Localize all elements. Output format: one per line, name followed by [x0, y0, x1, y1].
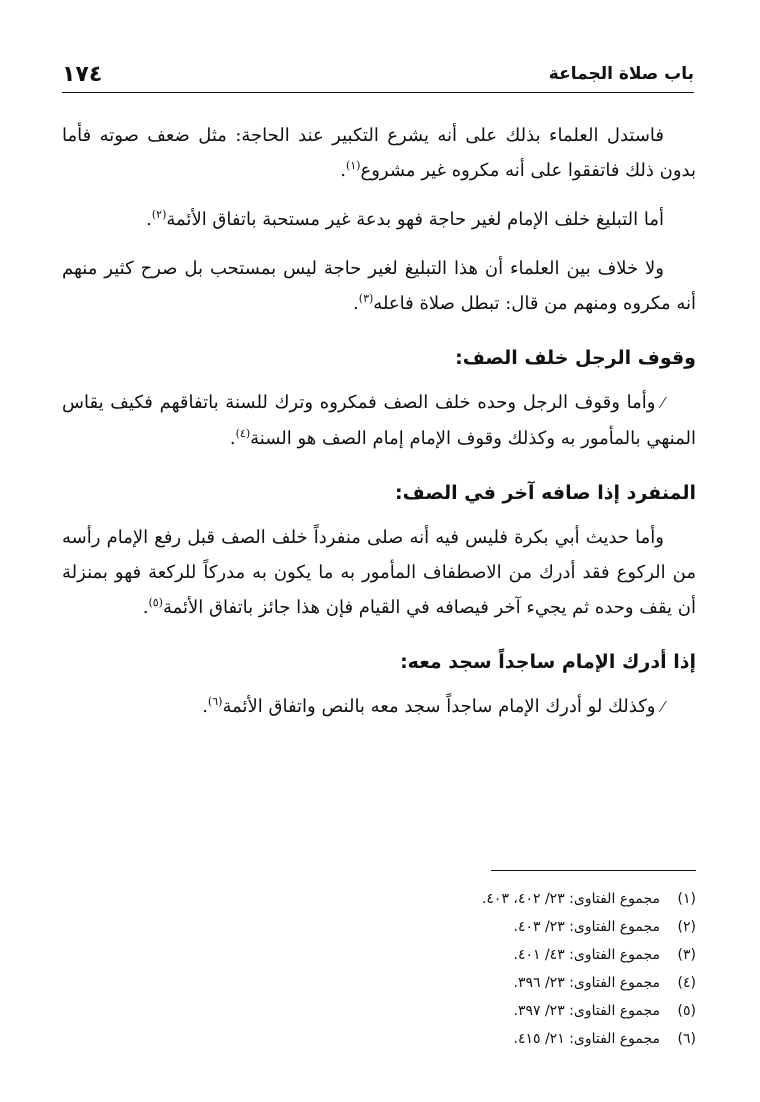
footnote-number: (٦): [677, 1031, 696, 1047]
main-text: [62, 118, 696, 739]
section-heading-3: إذا أدرك الإمام ساجداً سجد معه:: [400, 651, 696, 673]
paragraph-5: وأما حديث أبي بكرة فليس فيه أنه صلى منفرداً خلف الصف قبل رفع الإمام رأسه من الركوع فقد أدرك من الاصطفاف المأمور به ما يكون به مدركاً للركعة فهو بمنزلة أن يقف وحده ثم يجيء آخر فيصافه في القيام فإن هذا جائز باتفاق الأئمة$^{(٥)}$.: [62, 527, 696, 618]
footnote-3: [62, 941, 696, 969]
footnote-ref-5: (٥): [148, 596, 163, 609]
paragraph-1: فاستدل العلماء بذلك على أنه يشرع التكبير عند الحاجة: مثل ضعف صوته فأما بدون ذلك فاتفقوا على أنه مكروه غير مشروع$^{(١)}$.: [62, 125, 696, 181]
paragraph-5-text: وأما حديث أبي بكرة فليس فيه أنه صلى منفرداً خلف الصف قبل رفع الإمام رأسه من الركوع فقد أدرك من الاصطفاف المأمور به ما يكون به مدركاً للركعة فهو بمنزلة أن يقف وحده ثم يجيء آخر فيصافه في القيام فإن هذا جائز باتفاق الأئمة: [62, 527, 696, 618]
footnote-ref-6: (٦): [207, 695, 223, 708]
paragraph-6: ⁄وكذلك لو أدرك الإمام ساجداً سجد معه بالنص واتفاق الأئمة$^{(٦)}$.: [202, 695, 664, 717]
footnote-text: مجموع الفتاوى: ٢١/ ٤١٥.: [513, 1031, 660, 1047]
footnote-text: مجموع الفتاوى: ٢٣/ ٣٩٧.: [513, 1003, 660, 1019]
footnote-4: [62, 969, 696, 997]
paragraph-3: ولا خلاف بين العلماء أن هذا التبليغ لغير حاجة ليس بمستحب بل صرح كثير منهم أنه مكروه ومنهم من قال: تبطل صلاة فاعله$^{(٣)}$.: [62, 258, 696, 314]
footnote-ref-1: (١): [345, 159, 361, 172]
footnote-2: [62, 913, 696, 941]
footnote-number: (٢): [677, 919, 696, 935]
section-heading-2: المنفرد إذا صافه آخر في الصف:: [395, 482, 696, 504]
footnote-number: (٥): [677, 1003, 696, 1019]
section-heading-1: وقوف الرجل خلف الصف:: [455, 347, 696, 369]
footnote-text: مجموع الفتاوى: ٤٣/ ٤٠١.: [513, 947, 660, 963]
footnote-number: (٣): [677, 947, 696, 963]
paragraph-6-text: وكذلك لو أدرك الإمام ساجداً سجد معه بالنص واتفاق الأئمة: [222, 696, 656, 717]
paragraph-4: ⁄وأما وقوف الرجل وحده خلف الصف فمكروه وترك للسنة باتفاقهم فكيف يقاس المنهي بالمأمور به وكذلك وقوف الإمام إمام الصف هو السنة$^{(٤)}$.: [62, 392, 696, 449]
footnote-6: [62, 1025, 696, 1053]
page-header: [62, 62, 694, 93]
footnote-5: [62, 997, 696, 1025]
paragraph-3-text: ولا خلاف بين العلماء أن هذا التبليغ لغير حاجة ليس بمستحب بل صرح كثير منهم أنه مكروه ومنهم من قال: تبطل صلاة فاعله: [62, 258, 696, 314]
footnote-ref-3: (٣): [358, 292, 374, 305]
footnote-number: (١): [677, 891, 696, 907]
footnote-ref-4: (٤): [235, 427, 251, 440]
running-title: باب صلاة الجماعة: [548, 64, 694, 84]
footnote-text: مجموع الفتاوى: ٢٣/ ٤٠٢، ٤٠٣.: [481, 891, 660, 907]
paragraph-1-text: فاستدل العلماء بذلك على أنه يشرع التكبير عند الحاجة: مثل ضعف صوته فأما بدون ذلك فاتفقوا على أنه مكروه غير مشروع: [62, 125, 696, 181]
margin-mark-icon: ⁄: [661, 698, 664, 716]
margin-mark-icon: ⁄: [661, 394, 664, 412]
paragraph-2-text: أما التبليغ خلف الإمام لغير حاجة فهو بدعة غير مستحبة باتفاق الأئمة: [166, 209, 664, 230]
footnote-1: [62, 885, 696, 913]
paragraph-2: أما التبليغ خلف الإمام لغير حاجة فهو بدعة غير مستحبة باتفاق الأئمة$^{(٢)}$.: [146, 208, 664, 230]
footnote-divider: [491, 870, 696, 871]
footnotes: [62, 870, 696, 1053]
footnote-text: مجموع الفتاوى: ٢٣/ ٤٠٣.: [513, 919, 660, 935]
footnote-text: مجموع الفتاوى: ٢٣/ ٣٩٦.: [513, 975, 660, 991]
footnote-number: (٤): [677, 975, 696, 991]
footnote-ref-2: (٢): [151, 208, 167, 221]
page-number: ١٧٤: [62, 62, 103, 87]
paragraph-4-text: وأما وقوف الرجل وحده خلف الصف فمكروه وترك للسنة باتفاقهم فكيف يقاس المنهي بالمأمور به وكذلك وقوف الإمام إمام الصف هو السنة: [62, 392, 696, 449]
